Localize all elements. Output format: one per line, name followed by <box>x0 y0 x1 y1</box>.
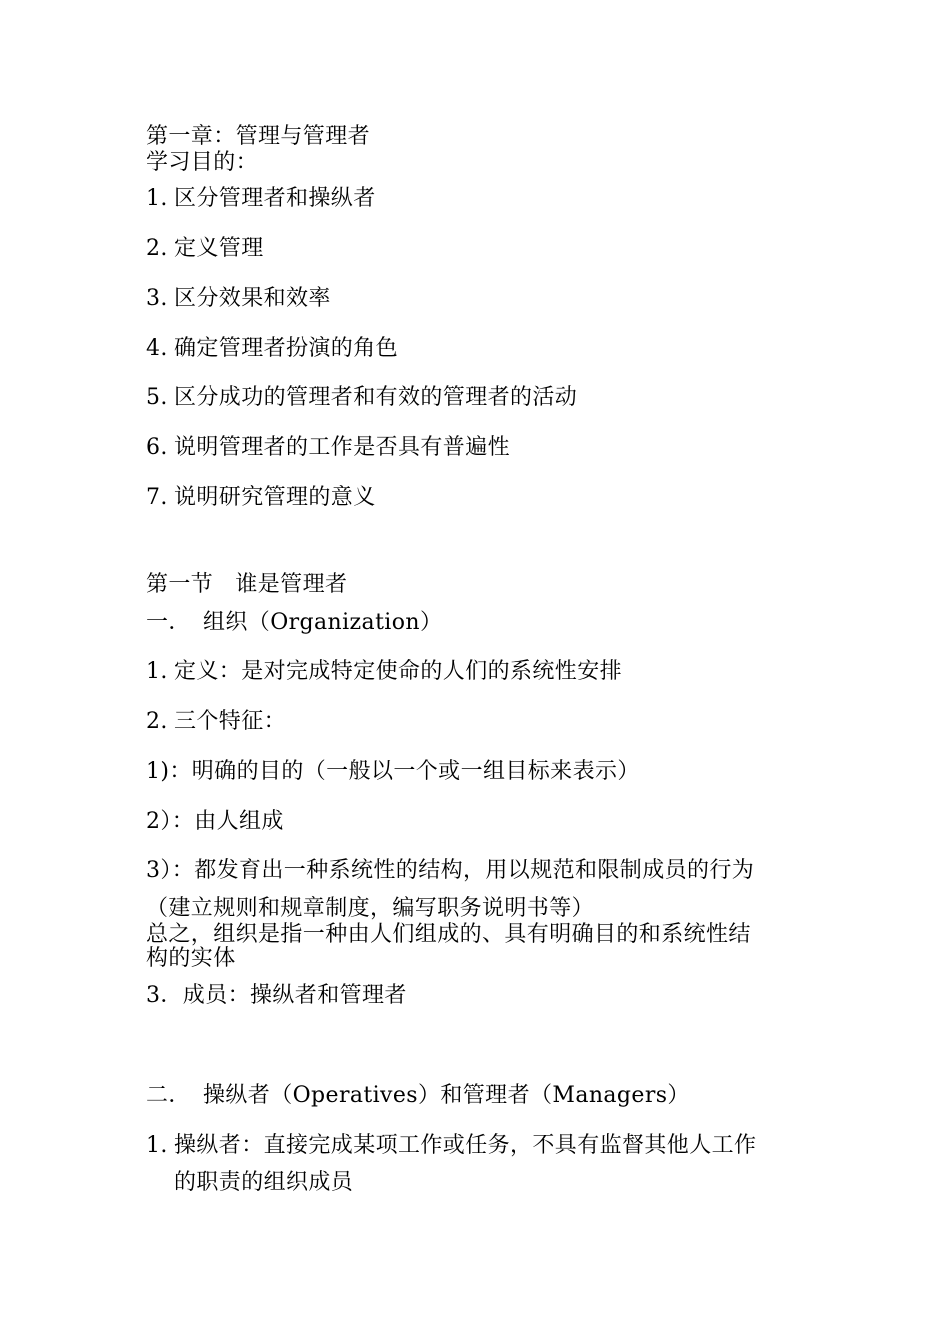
part2-heading: 二． 操纵者（Operatives）和管理者（Managers） <box>146 1083 690 1108</box>
feature-continuation: （建立规则和规章制度，编写职务说明书等） <box>146 896 595 921</box>
summary-line: 总之，组织是指一种由人们组成的、具有明确目的和系统性结 <box>146 922 751 947</box>
objectives-heading: 学习目的： <box>146 150 259 175</box>
part2-item: 1. 操纵者：直接完成某项工作或任务，不具有监督其他人工作 <box>146 1133 757 1158</box>
objective-item: 7. 说明研究管理的意义 <box>146 485 376 510</box>
part1-item: 3．成员：操纵者和管理者 <box>146 983 407 1008</box>
objective-item: 4. 确定管理者扮演的角色 <box>146 336 399 361</box>
objective-item: 1. 区分管理者和操纵者 <box>146 186 376 211</box>
part1-item: 2. 三个特征： <box>146 709 287 734</box>
part1-item: 1. 定义：是对完成特定使命的人们的系统性安排 <box>146 659 623 684</box>
feature-item: 1)：明确的目的（一般以一个或一组目标来表示） <box>146 759 640 784</box>
part2-item-continuation: 的职责的组织成员 <box>174 1170 354 1195</box>
objective-item: 6. 说明管理者的工作是否具有普遍性 <box>146 435 511 460</box>
section-title: 第一节 谁是管理者 <box>146 572 348 597</box>
feature-item: 3）：都发育出一种系统性的结构，用以规范和限制成员的行为 <box>146 858 755 883</box>
objective-item: 2. 定义管理 <box>146 236 264 261</box>
chapter-title: 第一章：管理与管理者 <box>146 124 371 149</box>
part1-heading: 一． 组织（Organization） <box>146 610 443 635</box>
feature-item: 2）：由人组成 <box>146 809 284 834</box>
summary-line: 构的实体 <box>146 946 236 971</box>
objective-item: 5. 区分成功的管理者和有效的管理者的活动 <box>146 385 578 410</box>
objective-item: 3. 区分效果和效率 <box>146 286 331 311</box>
